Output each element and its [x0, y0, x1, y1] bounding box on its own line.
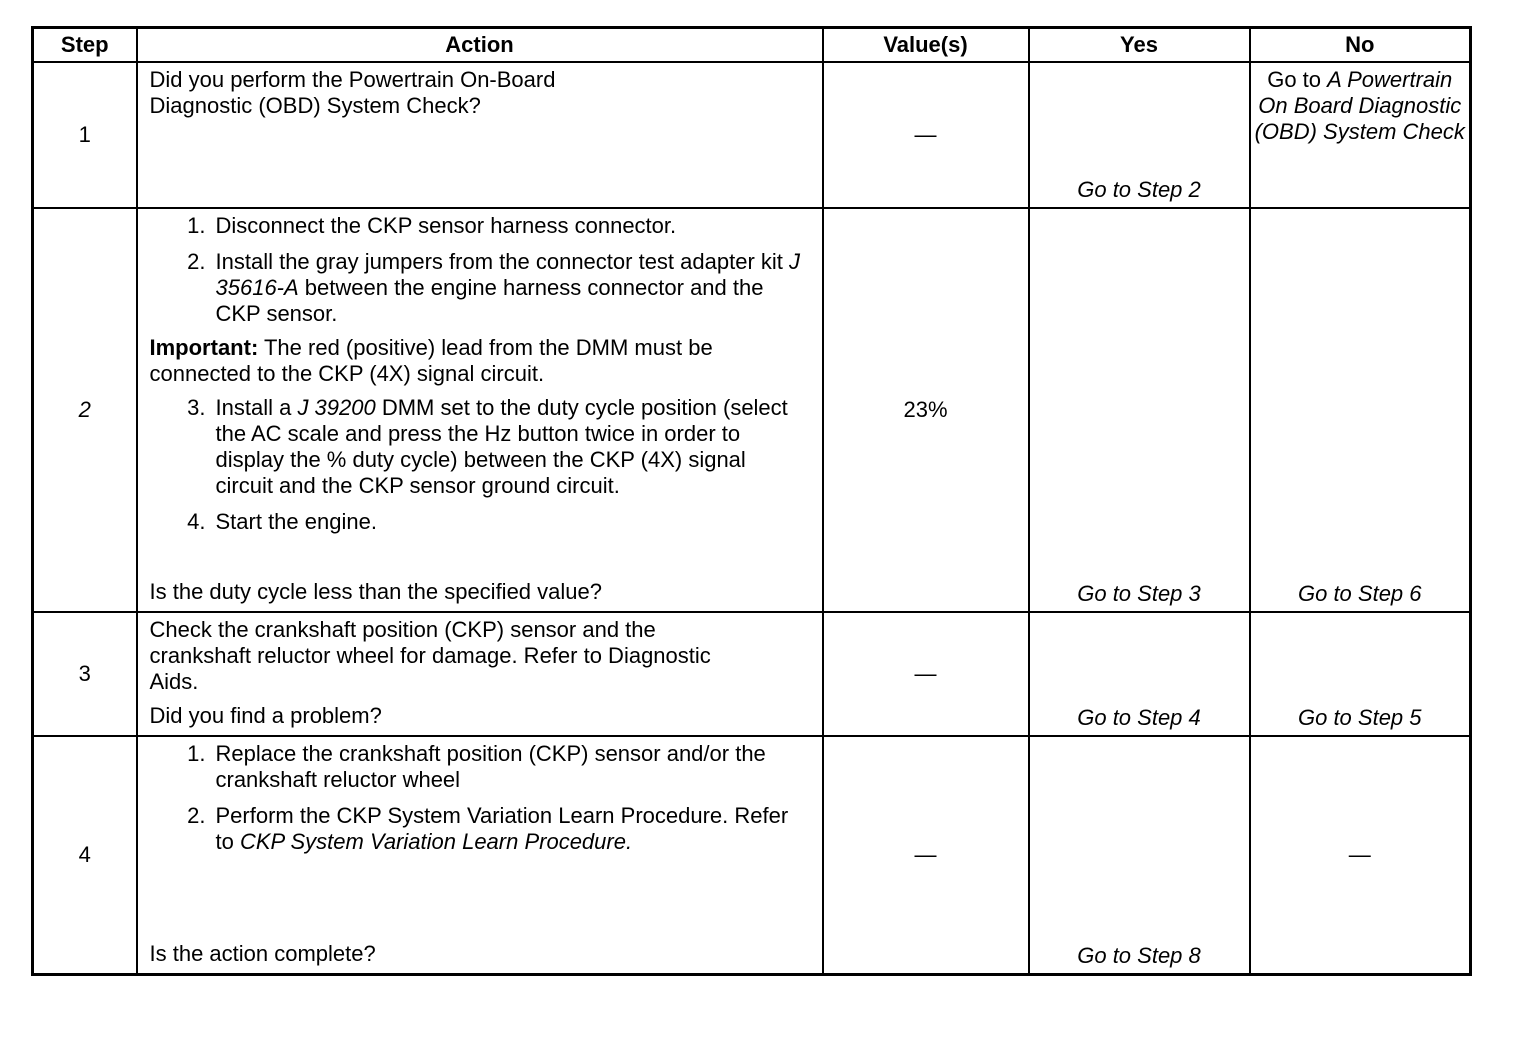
- value-cell: —: [823, 736, 1029, 974]
- header-row: [33, 28, 1471, 63]
- action-question: Did you perform the Powertrain On-Board Diagnostic (OBD) System Check?: [149, 67, 556, 118]
- value-cell: 23%: [823, 208, 1029, 612]
- action-list: [150, 741, 808, 855]
- no-prefix: Go to: [1267, 67, 1328, 92]
- important-note: Important: The red (positive) lead from the DMM must be connected to the CKP (4X) signal circuit.: [149, 335, 713, 386]
- list-item: 4. Start the engine.: [187, 509, 377, 534]
- yes-cell: Go to Step 8: [1029, 736, 1250, 974]
- yes-cell: Go to Step 3: [1029, 208, 1250, 612]
- header-step: Step: [33, 28, 137, 63]
- table-row: [33, 736, 1471, 974]
- action-text: Check the crankshaft position (CKP) sensor and the crankshaft reluctor wheel for damage. Refer to Diagnostic Aids.: [149, 617, 711, 694]
- step-number: 2: [33, 208, 137, 612]
- action-cell: [137, 612, 823, 736]
- value-cell: —: [823, 62, 1029, 208]
- no-cell: Go to Step 5: [1250, 612, 1471, 736]
- diagnostic-table: [31, 26, 1472, 976]
- tool-reference: J 39200: [297, 395, 376, 420]
- step-number: 4: [33, 736, 137, 974]
- table-row: [33, 62, 1471, 208]
- step-number: 3: [33, 612, 137, 736]
- list-item: 1. Disconnect the CKP sensor harness connector.: [187, 213, 677, 238]
- header-yes: Yes: [1029, 28, 1250, 63]
- table-row: [33, 208, 1471, 612]
- header-action: Action: [137, 28, 823, 63]
- action-question: Did you find a problem?: [149, 703, 382, 728]
- yes-cell: Go to Step 4: [1029, 612, 1250, 736]
- no-cell: Go to Step 6: [1250, 208, 1471, 612]
- list-item: 2. Perform the CKP System Variation Learn Procedure. Refer to CKP System Variation Learn Procedure.: [187, 803, 789, 854]
- header-no: No: [1250, 28, 1471, 63]
- value-cell: —: [823, 612, 1029, 736]
- action-cell: [137, 736, 823, 974]
- table-row: [33, 612, 1471, 736]
- action-question: Is the action complete?: [149, 941, 376, 966]
- header-values: Value(s): [823, 28, 1029, 63]
- procedure-reference: CKP System Variation Learn Procedure.: [239, 829, 633, 854]
- action-cell: [137, 62, 823, 208]
- step-number: 1: [33, 62, 137, 208]
- list-item: 1. Replace the crankshaft position (CKP) sensor and/or the crankshaft reluctor wheel: [187, 741, 766, 792]
- action-list: [150, 395, 808, 535]
- no-cell: —: [1250, 736, 1471, 974]
- no-reference: A Powertrain On Board Diagnostic (OBD) System Check: [1254, 67, 1465, 144]
- action-cell: [137, 208, 823, 612]
- list-item: 3. Install a J 39200 DMM set to the duty cycle position (select the AC scale and press the Hz button twice in order to display the % duty cycle) between the CKP (4X) signal circuit and the CKP sensor ground circuit.: [187, 395, 788, 498]
- action-list: [150, 213, 808, 327]
- tool-reference: J 35616-A: [215, 249, 800, 300]
- list-item: 2. Install the gray jumpers from the connector test adapter kit J 35616-A between the engine harness connector and the CKP sensor.: [187, 249, 800, 326]
- action-question: Is the duty cycle less than the specified value?: [149, 579, 602, 604]
- yes-cell: Go to Step 2: [1029, 62, 1250, 208]
- no-cell: [1250, 62, 1471, 208]
